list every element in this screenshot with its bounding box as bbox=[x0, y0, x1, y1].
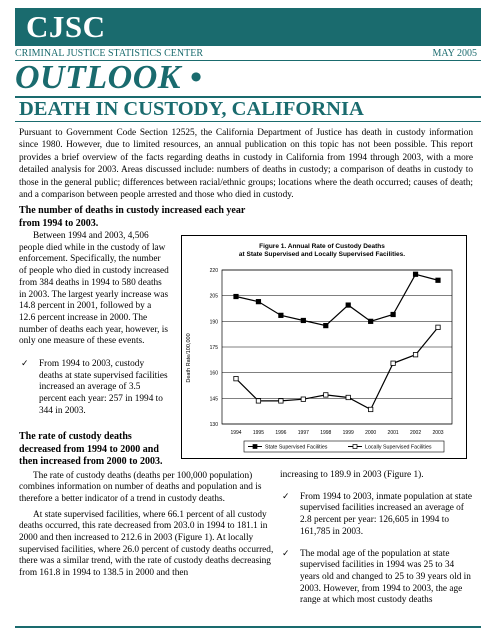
right-bullet-2 bbox=[280, 549, 476, 608]
data-point bbox=[301, 397, 305, 401]
data-point bbox=[413, 272, 417, 276]
check-icon: ✓ bbox=[21, 359, 29, 370]
data-point bbox=[324, 323, 328, 327]
data-point bbox=[234, 376, 238, 380]
x-tick-label: 2001 bbox=[387, 430, 399, 436]
series-title: OUTLOOK • bbox=[15, 59, 203, 96]
check-icon: ✓ bbox=[282, 548, 290, 559]
x-tick-label: 2003 bbox=[432, 430, 444, 436]
intro-paragraph: Pursuant to Government Code Section 12525, the California Department of Justice has death in custody information since 1980. However, due to limited resources, an annual publication on this topic has not been possible. This report provides a brief overview of the facts regarding deaths in custody in California from 1994 through 2003, with a more detailed analysis for 2003. Areas discussed include: numbers of deaths in custody; a comparison of deaths in custody to those in the general public; differences between racial/ethnic groups; locations where the death occurred; causes of death; and a comparison between people arrested and those who died in custody. bbox=[19, 128, 473, 201]
data-point bbox=[413, 353, 417, 357]
section1-heading: The number of deaths in custody increased each year from 1994 to 2003. bbox=[19, 205, 246, 229]
data-point bbox=[301, 318, 305, 322]
data-point bbox=[234, 294, 238, 298]
series-line bbox=[236, 274, 438, 325]
figure-1-chart bbox=[181, 235, 467, 459]
section2-paragraph-1: The rate of custody deaths (deaths per 100,000 population) combines information on number of deaths and population and is therefore a better indicator of a trend in custody deaths. bbox=[19, 470, 262, 504]
data-point bbox=[391, 361, 395, 365]
issue-date: MAY 2005 bbox=[432, 48, 477, 59]
chart-title: Figure 1. Annual Rate of Custody Deaths bbox=[259, 243, 385, 250]
x-tick-label: 1995 bbox=[252, 430, 265, 436]
right-column bbox=[280, 470, 476, 607]
x-tick-label: 1997 bbox=[297, 430, 309, 436]
footer-rule bbox=[15, 626, 481, 628]
x-tick-label: 1999 bbox=[342, 430, 354, 436]
data-point bbox=[279, 313, 283, 317]
legend-marker bbox=[353, 445, 357, 449]
legend-label: State Supervised Facilities bbox=[265, 444, 328, 451]
section1-bullet bbox=[19, 359, 169, 418]
right-bullet-2-text: The modal age of the population at state supervised facilities in 1994 was 25 to 34 years old and changed to 25 to 39 years old in 2003. However, from 1994 to 2003, the age range at which most custody deaths bbox=[300, 548, 471, 606]
y-tick-label: 190 bbox=[209, 319, 218, 326]
divider bbox=[15, 121, 481, 122]
x-tick-label: 1996 bbox=[275, 430, 287, 436]
data-point bbox=[391, 312, 395, 316]
check-icon: ✓ bbox=[282, 491, 290, 502]
chart-subtitle: at State Supervised and Locally Supervised Facilities. bbox=[238, 251, 406, 258]
section2-heading: The rate of custody deaths decreased from 1994 to 2000 and then increased from 2000 to 2003. bbox=[19, 431, 163, 467]
data-point bbox=[346, 303, 350, 307]
right-bullet-1-text: From 1994 to 2003, inmate population at state supervised facilities increased an average of 2.8 percent per year: 126,605 in 1994 to 161,785 in 2003. bbox=[300, 491, 472, 537]
y-tick-label: 205 bbox=[209, 293, 218, 300]
data-point bbox=[436, 278, 440, 282]
brand-logo: CJSC bbox=[26, 9, 106, 44]
data-point bbox=[436, 325, 440, 329]
legend-label: Locally Supervised Facilities bbox=[365, 444, 432, 451]
y-tick-label: 175 bbox=[209, 345, 218, 351]
series-line bbox=[236, 327, 438, 409]
y-tick-label: 130 bbox=[209, 422, 218, 428]
data-point bbox=[368, 407, 372, 411]
line-chart bbox=[182, 236, 466, 458]
data-point bbox=[346, 395, 350, 399]
x-tick-label: 1998 bbox=[320, 430, 332, 436]
left-column-lower bbox=[19, 431, 275, 580]
section1-paragraph: Between 1994 and 2003, 4,506 people died while in the custody of law enforcement. Specifically, the number of people who died in custody increased from 384 deaths in 1994 to 580 deaths in 2003. The largest yearly increase was 14.8 percent in 2001, followed by a 12.6 percent increase in 2000. The number of deaths each year, however, is only one measure of these events. bbox=[19, 231, 169, 347]
center-name: CRIMINAL JUSTICE STATISTICS CENTER bbox=[15, 48, 204, 59]
x-tick-label: 1994 bbox=[230, 430, 242, 436]
x-tick-label: 2000 bbox=[365, 430, 377, 436]
data-point bbox=[256, 399, 260, 403]
data-point bbox=[324, 393, 328, 397]
data-point bbox=[256, 299, 260, 303]
section2-paragraph-2: At state supervised facilities, where 66.1 percent of all custody deaths occurred, this rate decreased from 203.0 in 1994 to 181.1 in 2000 and then increased to 212.6 in 2003 (Figure 1). At locally supervised facilities, where 26.0 percent of custody deaths occurred, there was a similar trend, with the rate of custody deaths decreasing from 161.8 in 1994 to 138.5 in 2000 and then bbox=[19, 509, 274, 579]
report-title: DEATH IN CUSTODY, CALIFORNIA bbox=[19, 98, 364, 120]
data-point bbox=[368, 319, 372, 323]
y-tick-label: 145 bbox=[209, 396, 218, 403]
y-tick-label: 160 bbox=[209, 370, 218, 377]
right-bullet-1 bbox=[280, 492, 476, 539]
y-axis-label: Death Rate/100,000 bbox=[186, 333, 192, 383]
y-tick-label: 220 bbox=[209, 268, 218, 274]
continued-text: increasing to 189.9 in 2003 (Figure 1). bbox=[280, 470, 424, 480]
brand-banner bbox=[15, 8, 481, 46]
section1-bullet-text: From 1994 to 2003, custody deaths at state supervised facilities increased an average of 3.5 percent each year: 257 in 1994 to 344 in 2003. bbox=[39, 359, 168, 416]
data-point bbox=[279, 399, 283, 403]
x-tick-label: 2002 bbox=[409, 430, 422, 436]
